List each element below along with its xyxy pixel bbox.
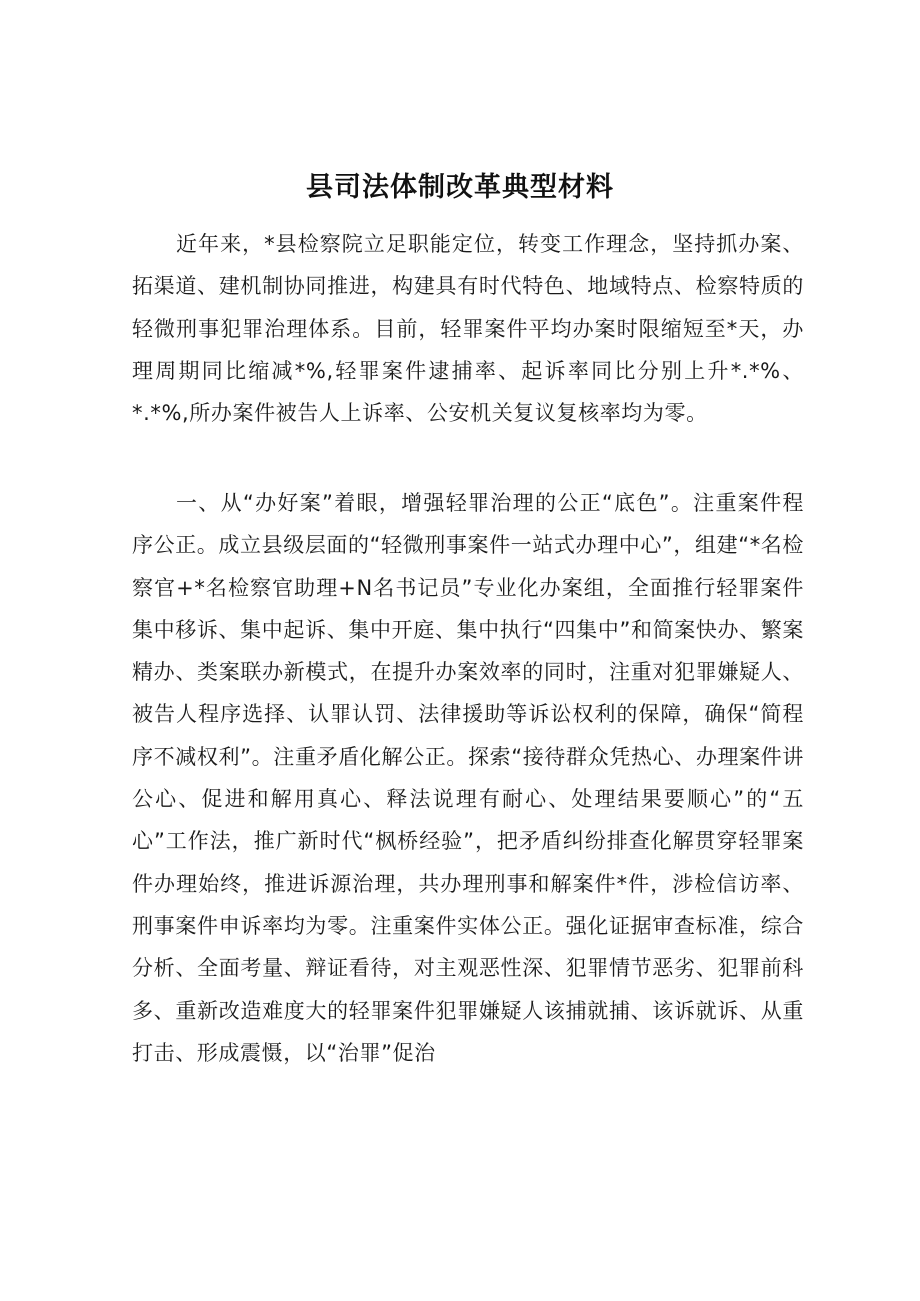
paragraph-section-one: 一、从“办好案”着眼，增强轻罪治理的公正“底色”。注重案件程序公正。成立县级层面的“轻微刑事案件一站式办理中心”，组建“*名检察官+*名检察官助理+N名书记员”专业化办案组，全面推行轻罪案件集中移诉、集中起诉、集中开庭、集中执行“四集中”和简案快办、繁案精办、类案联办新模式，在提升办案效率的同时，注重对犯罪嫌疑人、被告人程序选择、认罪认罚、法律援助等诉讼权利的保障，确保“简程序不减权利”。注重矛盾化解公正。探索“接待群众凭热心、办理案件讲公心、促进和解用真心、释法说理有耐心、处理结果要顺心”的“五心”工作法，推广新时代“枫桥经验”，把矛盾纠纷排查化解贯穿轻罪案件办理始终，推进诉源治理，共办理刑事和解案件*件，涉检信访率、刑事案件申诉率均为零。注重案件实体公正。强化证据审查标准，综合分析、全面考量、辩证看待，对主观恶性深、犯罪情节恶劣、犯罪前科多、重新改造难度大的轻罪案件犯罪嫌疑人该捕就捕、该诉就诉、从重打击、形成震慑，以“治罪”促治	[132, 491, 804, 1065]
paragraph-intro: 近年来，*县检察院立足职能定位，转变工作理念，坚持抓办案、拓渠道、建机制协同推进，构建具有时代特色、地域特点、检察特质的轻微刑事犯罪治理体系。目前，轻罪案件平均办案时限缩短至*天，办理周期同比缩减*%,轻罪案件逮捕率、起诉率同比分别上升*.*%、*.*%,所办案件被告人上诉率、公安机关复议复核率均为零。	[132, 232, 804, 426]
document-title: 县司法体制改革典型材料	[306, 172, 614, 203]
